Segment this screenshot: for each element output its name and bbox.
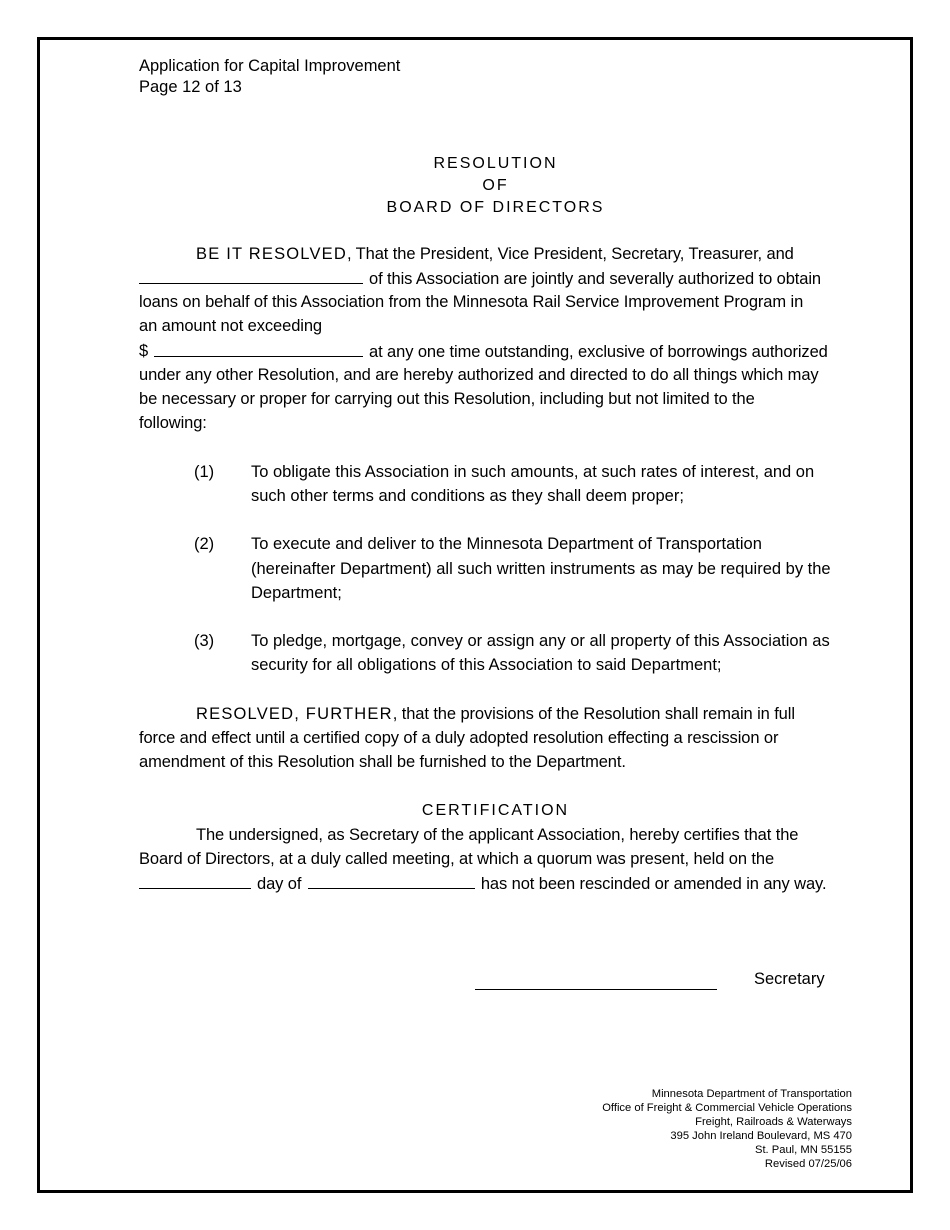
item-2-line-2: (hereinafter Department) all such written instruments as may be required by the [251, 560, 831, 578]
further-lead-rest: , that the provisions of the Resolution shall remain in full [392, 705, 795, 723]
meeting-day-blank[interactable] [139, 871, 251, 889]
item-1-line-2: such other terms and conditions as they shall deem proper; [251, 487, 684, 505]
item-3-line-2: security for all obligations of this Association to said Department; [251, 656, 722, 674]
resolution-line-7: be necessary or proper for carrying out this Resolution, including but not limited to the [139, 390, 755, 408]
item-2-number: (2) [194, 535, 215, 553]
resolution-line-5 [139, 339, 148, 363]
certification-line-3-end: has not been rescinded or amended in any way. [480, 875, 827, 893]
certification-line-2: Board of Directors, at a duly called meeting, at which a quorum was present, held on the [139, 850, 775, 868]
footer-line-office: Office of Freight & Commercial Vehicle Operations [602, 1102, 852, 1115]
certification-line-3 [139, 871, 826, 896]
footer-line-street: 395 John Ireland Boulevard, MS 470 [670, 1130, 852, 1143]
amount-blank[interactable] [154, 339, 363, 357]
further-line-2: force and effect until a certified copy of a duly adopted resolution effecting a rescission or [139, 729, 779, 747]
resolution-line-6: under any other Resolution, and are hereby authorized and directed to do all things which may [139, 366, 819, 384]
item-2-line-1: To execute and deliver to the Minnesota Department of Transportation [251, 535, 762, 553]
heading-board: BOARD OF DIRECTORS [386, 199, 605, 216]
certification-heading: CERTIFICATION [421, 802, 570, 819]
resolution-line-2-text: of this Association are jointly and severally authorized to obtain [369, 270, 822, 288]
further-lead-caps: RESOLVED, FURTHER [196, 705, 393, 723]
further-line-3: amendment of this Resolution shall be furnished to the Department. [139, 753, 626, 771]
heading-of: OF [482, 177, 509, 194]
further-line-1 [196, 702, 795, 726]
resolution-line-4: an amount not exceeding [139, 317, 323, 335]
footer-line-city: St. Paul, MN 55155 [754, 1144, 852, 1157]
meeting-month-blank[interactable] [308, 871, 475, 889]
document-title: Application for Capital Improvement [139, 57, 401, 75]
certification-line-1: The undersigned, as Secretary of the applicant Association, hereby certifies that the [196, 826, 799, 844]
footer-line-division: Freight, Railroads & Waterways [695, 1116, 852, 1129]
heading-resolution: RESOLUTION [433, 155, 558, 172]
resolution-line-2 [139, 266, 821, 291]
resolution-line-5-content [154, 339, 828, 364]
item-3-line-1: To pledge, mortgage, convey or assign any or all property of this Association as [251, 632, 830, 650]
resolution-lead-rest: , That the President, Vice President, Secretary, Treasurer, and [346, 245, 794, 263]
item-1-line-1: To obligate this Association in such amounts, at such rates of interest, and on [251, 463, 815, 481]
secretary-signature-line[interactable] [475, 989, 717, 990]
resolution-line-8: following: [139, 414, 207, 432]
page-number: Page 12 of 13 [139, 78, 242, 96]
item-1-number: (1) [194, 463, 215, 481]
item-2-line-3: Department; [251, 584, 342, 602]
resolution-lead-caps: BE IT RESOLVED [196, 245, 347, 263]
footer-line-revised: Revised 07/25/06 [764, 1158, 852, 1171]
footer-address [602, 1087, 852, 1172]
resolution-line-5-text: at any one time outstanding, exclusive of borrowings authorized [369, 343, 828, 361]
dollar-sign: $ [139, 342, 149, 360]
day-of-text: day of [257, 875, 302, 893]
resolution-line-1 [196, 242, 794, 266]
item-3-number: (3) [194, 632, 215, 650]
footer-line-department: Minnesota Department of Transportation [651, 1088, 852, 1100]
officer-title-blank[interactable] [139, 266, 363, 284]
resolution-line-3: loans on behalf of this Association from the Minnesota Rail Service Improvement Program in [139, 293, 804, 311]
secretary-label: Secretary [754, 970, 825, 988]
